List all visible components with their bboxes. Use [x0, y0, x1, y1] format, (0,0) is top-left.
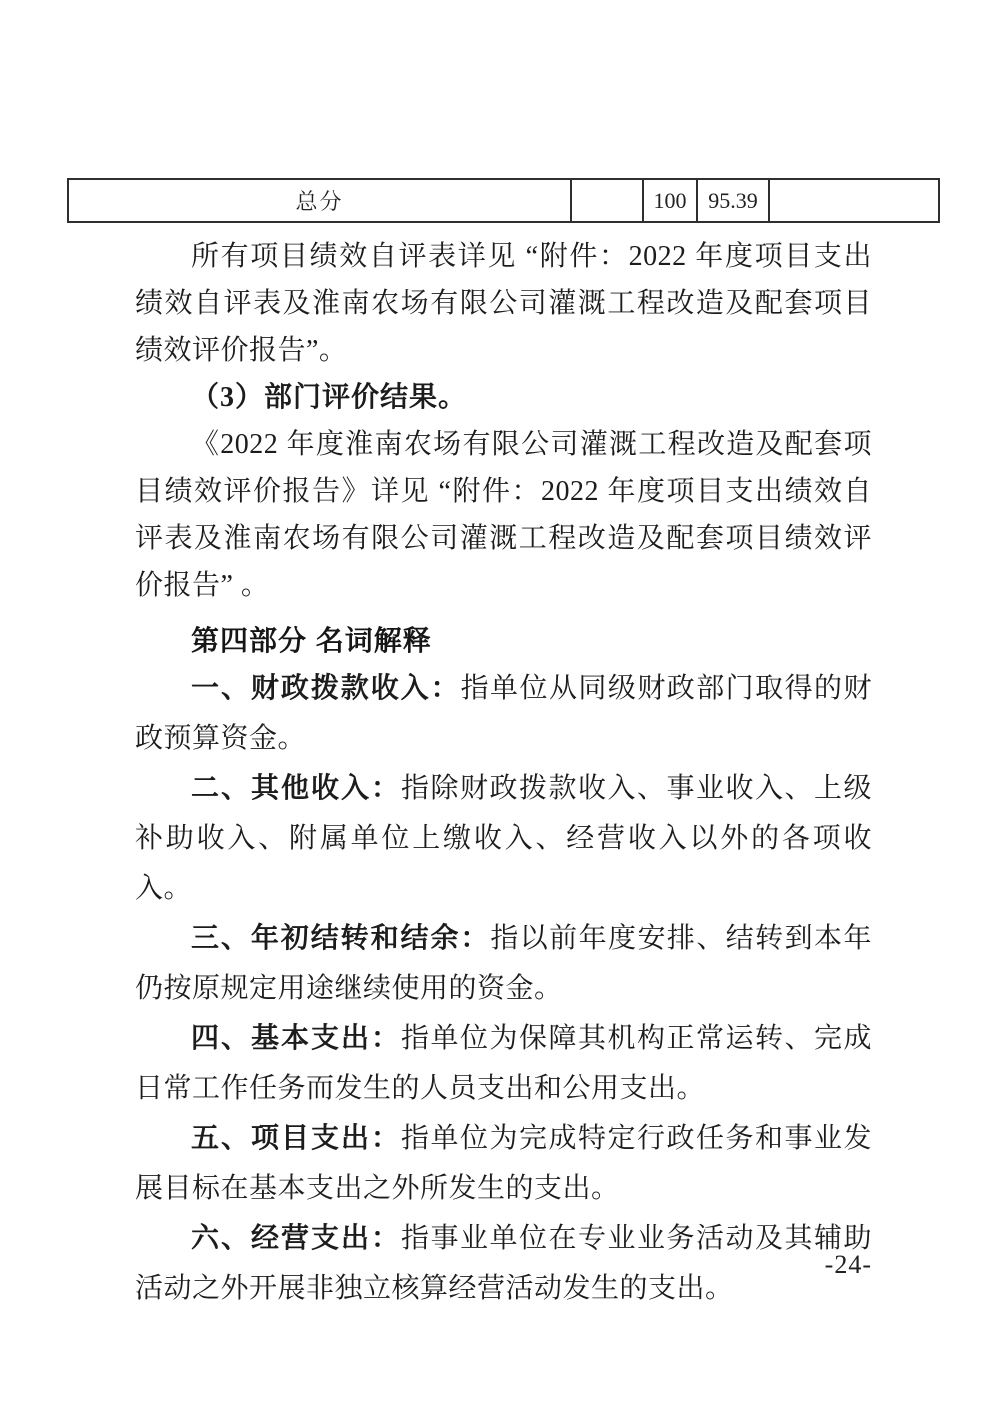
term-definition: 指单位为完成特定行政任务和事业发展目标在基本支出之外所发生的支出。 — [135, 1123, 872, 1204]
paragraph-self-eval-tables: 所有项目绩效自评表详见 “附件：2022 年度项目支出绩效自评表及淮南农场有限公司灌溉工程改造及配套项目绩效评价报告”。 — [135, 241, 872, 366]
paragraph-dept-eval-report: 《2022 年度淮南农场有限公司灌溉工程改造及配套项目绩效评价报告》详见 “附件：2022 年度项目支出绩效自评表及淮南农场有限公司灌溉工程改造及配套项目绩效评价报告” 。 — [135, 429, 872, 601]
term-label: 五、项目支出： — [191, 1123, 401, 1154]
term-label: 一、财政拨款收入： — [191, 673, 461, 704]
table-cell-max-score: 100 — [643, 179, 697, 222]
term-label: 四、基本支出： — [191, 1023, 401, 1054]
term-item-other-income — [135, 764, 872, 914]
term-definition: 指单位从同级财政部门取得的财政预算资金。 — [135, 673, 872, 754]
term-label: 三、年初结转和结余： — [191, 923, 491, 954]
heading-dept-eval-result: （3）部门评价结果。 — [191, 382, 468, 413]
term-item-basic-expenditure — [135, 1014, 872, 1114]
table-cell-score-value: 95.39 — [697, 179, 769, 222]
term-definition: 指事业单位在专业业务活动及其辅助活动之外开展非独立核算经营活动发生的支出。 — [135, 1223, 872, 1304]
term-label: 六、经营支出： — [191, 1223, 401, 1254]
table-cell-empty-1 — [571, 179, 643, 222]
score-table — [67, 178, 940, 223]
term-item-project-expenditure — [135, 1114, 872, 1214]
term-item-carryover-and-surplus — [135, 914, 872, 1014]
body-content — [135, 233, 872, 1314]
section-title-part4-glossary: 第四部分 名词解释 — [191, 625, 432, 656]
page-number: -24- — [824, 1250, 872, 1279]
term-label: 二、其他收入： — [191, 773, 401, 804]
term-definition: 指除财政拨款收入、事业收入、上级补助收入、附属单位上缴收入、经营收入以外的各项收入。 — [135, 773, 872, 904]
table-cell-total-label: 总分 — [68, 179, 571, 222]
term-item-fiscal-appropriation-income — [135, 664, 872, 764]
table-cell-empty-2 — [769, 179, 939, 222]
term-definition: 指以前年度安排、结转到本年仍按原规定用途继续使用的资金。 — [135, 923, 872, 1004]
term-definition: 指单位为保障其机构正常运转、完成日常工作任务而发生的人员支出和公用支出。 — [135, 1023, 872, 1104]
score-table-row — [68, 179, 939, 222]
